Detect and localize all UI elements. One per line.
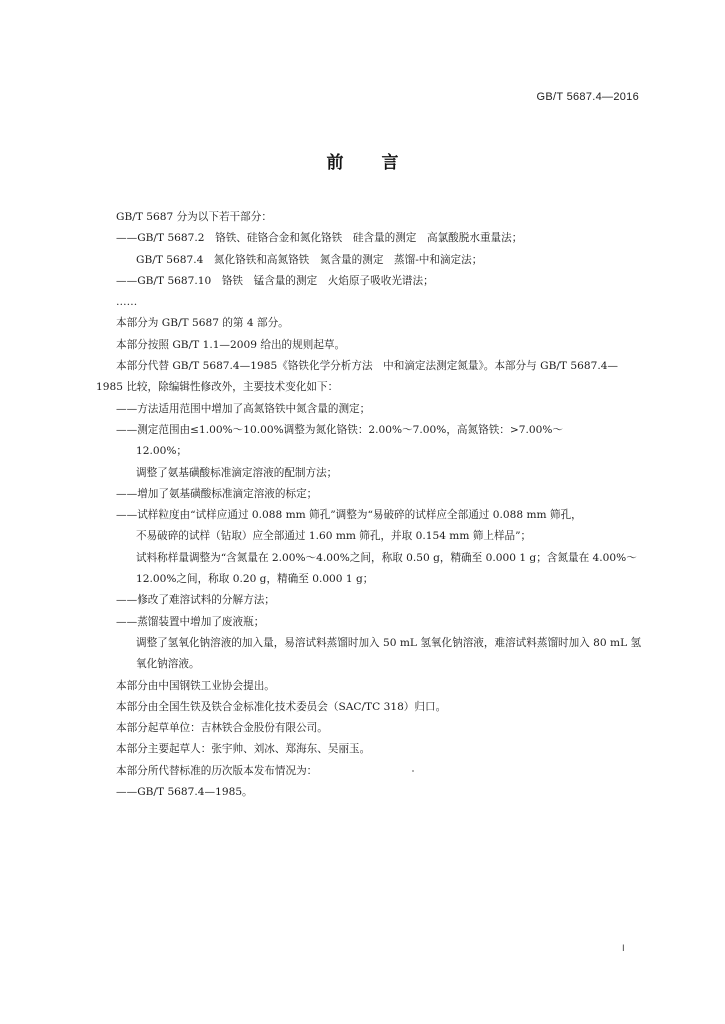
list-item: 调整了氨基磺酸标准滴定溶液的配制方法；	[136, 466, 338, 479]
text-line: 本部分起草单位：吉林铁合金股份有限公司。	[116, 722, 328, 735]
text-line: 本部分按照 GB/T 1.1—2009 给出的规则起草。	[116, 338, 346, 351]
list-item: GB/T 5687.4 氮化铬铁和高氮铬铁 氮含量的测定 蒸馏-中和滴定法；	[136, 253, 483, 266]
list-item: 试料称样量调整为“含氮量在 2.00%～4.00%之间，称取 0.50 g，精确至 0.000 1 g；含氮量在 4.00%～12.00%之间，称取 0.20 g，精确至 0.000 1 g；	[136, 551, 637, 586]
text-line: 本部分由中国钢铁工业协会提出。	[116, 679, 275, 692]
list-item: ——GB/T 5687.2 铬铁、硅铬合金和氮化铬铁 硅含量的测定 高氯酸脱水重量法；	[116, 232, 523, 245]
text-line: GB/T 5687 分为以下若干部分：	[116, 211, 272, 223]
list-item: ——试样粒度由“试样应通过 0.088 mm 筛孔”调整为“易破碎的试样应全部通过 0.088 mm 筛孔，	[116, 509, 582, 522]
list-item: ——GB/T 5687.4—1985。	[116, 786, 253, 799]
list-item: ——方法适用范围中增加了高氮铬铁中氮含量的测定；	[116, 402, 371, 415]
scan-speck	[412, 770, 414, 772]
foreword-body	[96, 207, 646, 803]
text-line: 本部分代替 GB/T 5687.4—1985《铬铁化学分析方法 中和滴定法测定氮量》。本部分与 GB/T 5687.4—	[116, 360, 619, 373]
list-item: 调整了氢氧化钠溶液的加入量，易溶试料蒸馏时加入 50 mL 氢氧化钠溶液，难溶试料蒸馏时加入 80 mL 氢氧化钠溶液。	[136, 636, 642, 671]
list-item-continuation: 12.00%；	[136, 445, 187, 458]
text-line: 本部分为 GB/T 5687 的第 4 部分。	[116, 317, 289, 330]
list-item: ——修改了难溶试料的分解方法；	[116, 594, 275, 607]
ellipsis: ……	[116, 296, 138, 309]
list-item: ——GB/T 5687.10 铬铁 锰含量的测定 火焰原子吸收光谱法；	[116, 274, 434, 287]
text-line: 1985 比较，除编辑性修改外，主要技术变化如下：	[96, 381, 339, 394]
list-item: ——蒸馏装置中增加了废液瓶；	[116, 615, 265, 628]
list-item: ——增加了氨基磺酸标准滴定溶液的标定；	[116, 487, 318, 500]
text-line: 本部分由全国生铁及铁合金标准化技术委员会（SAC/TC 318）归口。	[116, 700, 447, 713]
list-item: ——测定范围由≤1.00%～10.00%调整为氮化铬铁：2.00%～7.00%，高氮铬铁：>7.00%～	[116, 423, 564, 436]
page-title: 前言	[326, 153, 437, 173]
text-line: 本部分主要起草人：张宇帅、刘冰、郑海东、吴丽玉。	[116, 743, 371, 756]
page-number: I	[622, 944, 625, 954]
list-item-continuation: 不易破碎的试样（钻取）应全部通过 1.60 mm 筛孔，并取 0.154 mm 筛上样品”；	[136, 530, 532, 543]
text-line: 本部分所代替标准的历次版本发布情况为：	[116, 764, 318, 777]
standard-number: GB/T 5687.4—2016	[536, 91, 639, 103]
